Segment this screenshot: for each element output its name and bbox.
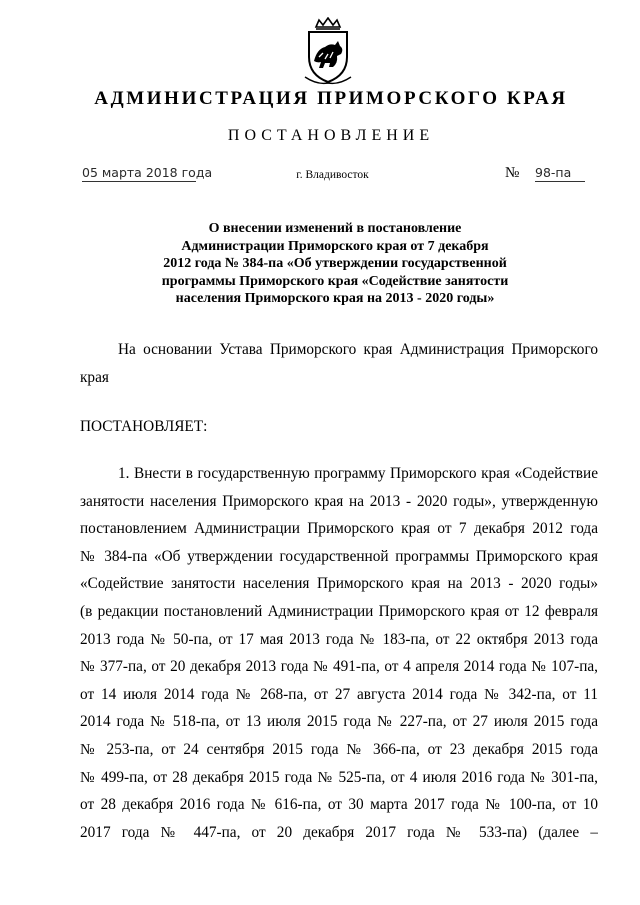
number-sign: №	[505, 165, 520, 181]
title-line: Администрации Приморского края от 7 декабря	[181, 238, 489, 254]
document-title	[0, 220, 640, 308]
body-line: 1. Внести в государственную программу Приморского края «Содействие	[118, 465, 598, 482]
basis-line: края	[80, 369, 109, 386]
body-line: «Содействие занятости населения Приморского края на 2013 - 2020 годы»	[80, 575, 598, 593]
title-line: 2012 года № 384-па «Об утверждении государственной	[163, 256, 507, 271]
body-line: № 377-па, от 20 декабря 2013 года № 491-па, от 4 апреля 2014 года № 107-па,	[80, 658, 598, 676]
body-line: № 499-па, от 28 декабря 2015 года № 525-па, от 4 июля 2016 года № 301-па,	[80, 768, 598, 786]
body-line: от 14 июля 2014 года № 268-па, от 27 августа 2014 года № 342-па, от 11	[80, 685, 598, 703]
body-line: занятости населения Приморского края на 2013 - 2020 годы», утвержденную	[80, 492, 598, 510]
resolves-heading: ПОСТАНОВЛЯЕТ:	[80, 418, 208, 435]
coat-of-arms-icon	[297, 17, 359, 85]
document-number: 98-па	[535, 164, 585, 182]
document-type: ПОСТАНОВЛЕНИЕ	[227, 127, 435, 144]
basis-paragraph	[80, 336, 598, 392]
body-line: 2013 года № 50-па, от 17 мая 2013 года № 183-па, от 22 октября 2013 года	[80, 630, 598, 648]
body-line: № 253-па, от 24 сентября 2015 года № 366-па, от 23 декабря 2015 года	[80, 740, 598, 758]
document-city: г. Владивосток	[296, 169, 369, 181]
body-line: 2014 года № 518-па, от 13 июля 2015 года № 227-па, от 27 июля 2015 года	[80, 713, 598, 731]
body-line: (в редакции постановлений Администрации Приморского края от 12 февраля	[80, 602, 598, 620]
title-line: программы Приморского края «Содействие занятости	[161, 273, 509, 289]
body-line: 2017 года № 447-па, от 20 декабря 2017 года № 533-па) (далее –	[80, 823, 598, 841]
title-line: О внесении изменений в постановление	[208, 221, 462, 236]
body-line: № 384-па «Об утверждении государственной программы Приморского края	[80, 547, 598, 565]
basis-line: На основании Устава Приморского края Администрация Приморского	[118, 341, 598, 358]
title-line: населения Приморского края на 2013 - 2020 годы»	[175, 291, 495, 306]
body-line: постановлением Администрации Приморского края от 7 декабря 2012 года	[80, 520, 598, 538]
document-date: 05 марта 2018 года	[82, 165, 213, 180]
body-line: от 28 декабря 2016 года № 616-па, от 30 марта 2017 года № 100-па, от 10	[80, 796, 598, 814]
organization-name: АДМИНИСТРАЦИЯ ПРИМОРСКОГО КРАЯ	[94, 88, 568, 109]
body-paragraph	[80, 460, 598, 846]
